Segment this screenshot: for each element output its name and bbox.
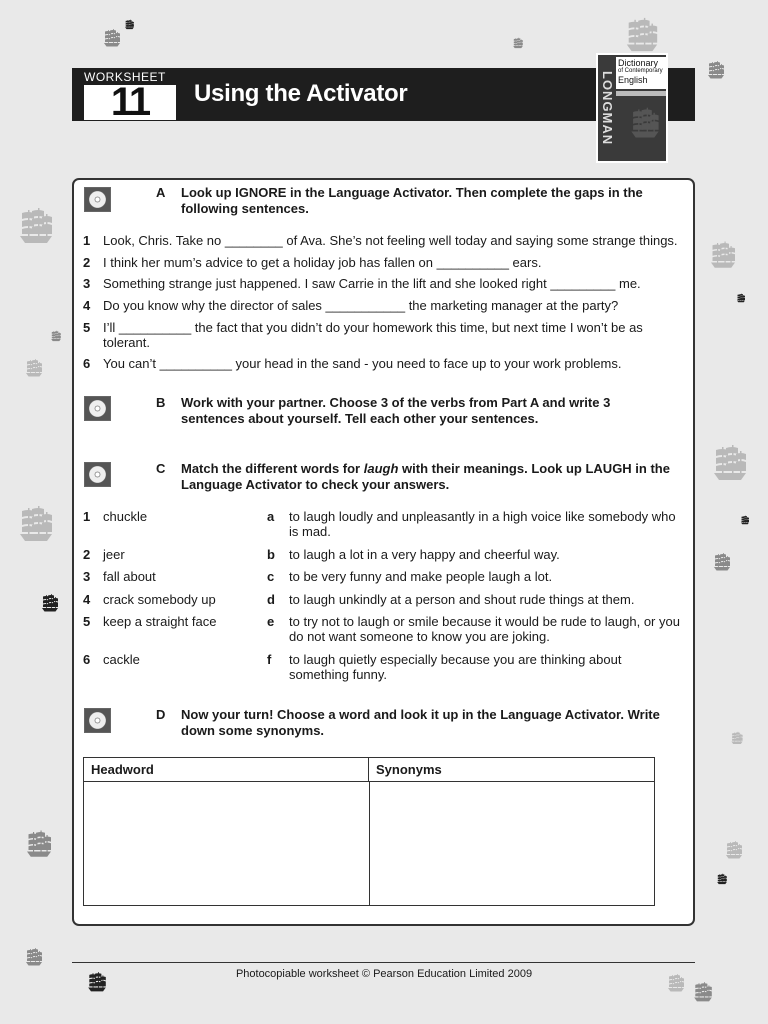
ship-icon — [730, 730, 744, 746]
synonyms-header: Synonyms — [369, 758, 654, 782]
word-number: 6 — [83, 652, 91, 667]
meaning-item: to laugh unkindly at a person and shout rude things at them. — [289, 592, 635, 607]
ship-icon — [50, 328, 62, 344]
dictionary-cover-image — [596, 53, 668, 163]
ship-icon — [512, 35, 524, 51]
ship-icon — [24, 944, 44, 970]
ship-icon — [628, 103, 662, 148]
meaning-letter: a — [267, 509, 275, 524]
footer-copyright: Photocopiable worksheet © Pearson Education Limited 2009 — [235, 968, 533, 980]
section-b-instruction: Work with your partner. Choose 3 of the verbs from Part A and write 3 sentences about yourself. Tell each other your sentences. — [181, 395, 611, 426]
meaning-item: to laugh loudly and unpleasantly in a high voice like somebody who is mad. — [289, 509, 676, 539]
item-number: 6 — [83, 356, 91, 371]
book-spine: LONGMAN — [600, 70, 615, 146]
cd-icon — [84, 187, 111, 212]
ship-icon — [710, 435, 750, 491]
word-number: 1 — [83, 509, 91, 524]
worksheet-number: 11 — [84, 85, 176, 120]
meaning-letter: d — [267, 592, 275, 607]
sentence-1: Look, Chris. Take no ________ of Ava. She’s not feeling well today and saying some strange things. — [103, 233, 678, 248]
ship-icon — [622, 16, 662, 54]
ship-icon — [706, 58, 726, 82]
ship-icon — [708, 235, 738, 275]
item-number: 2 — [83, 255, 91, 270]
word-number: 2 — [83, 547, 91, 562]
synonym-table — [83, 757, 655, 906]
table-divider — [369, 782, 370, 905]
ship-icon — [102, 24, 122, 52]
section-a-letter: A — [156, 185, 166, 200]
word-item: fall about — [103, 569, 156, 584]
book-strip — [616, 91, 666, 96]
word-item: keep a straight face — [103, 614, 217, 629]
section-a-instruction: Look up IGNORE in the Language Activator. Then complete the gaps in the following sentences. — [181, 185, 643, 216]
ship-icon — [712, 548, 732, 576]
word-item: crack somebody up — [103, 592, 216, 607]
meaning-item: to be very funny and make people laugh a lot. — [289, 569, 553, 584]
meaning-letter: f — [267, 652, 272, 667]
ship-icon — [16, 498, 56, 550]
ship-icon — [716, 872, 728, 886]
word-number: 4 — [83, 592, 91, 607]
headword-header: Headword — [84, 758, 369, 782]
cd-icon — [84, 708, 111, 733]
cd-icon — [84, 462, 111, 487]
section-d-letter: D — [156, 707, 166, 722]
meaning-item: to try not to laugh or smile because it would be rude to laugh, or you do not want someone to know you are joking. — [289, 614, 680, 644]
section-c-instruction: Match the different words for laugh with their meanings. Look up LAUGH in the Language Activator to check your answers. — [181, 461, 670, 492]
word-item: cackle — [103, 652, 140, 667]
item-number: 5 — [83, 320, 91, 335]
ship-icon — [736, 292, 746, 304]
ship-icon — [724, 836, 744, 864]
ship-icon — [16, 200, 56, 252]
book-title: Dictionary of Contemporary English — [616, 57, 666, 89]
sentence-5: I’ll __________ the fact that you didn’t do your homework this time, but next time I won’t be as tolerant. — [103, 320, 643, 350]
ship-icon — [24, 355, 44, 381]
sentence-4: Do you know why the director of sales ___________ the marketing manager at the party? — [103, 298, 619, 313]
word-number: 5 — [83, 614, 91, 629]
section-b-letter: B — [156, 395, 166, 410]
ship-icon — [24, 824, 54, 864]
section-d-instruction: Now your turn! Choose a word and look it up in the Language Activator. Write down some synonyms. — [181, 707, 660, 738]
sentence-6: You can’t __________ your head in the sand - you need to face up to your work problems. — [103, 356, 622, 371]
meaning-letter: c — [267, 569, 275, 584]
item-number: 3 — [83, 276, 91, 291]
meaning-letter: e — [267, 614, 275, 629]
sentence-2: I think her mum’s advice to get a holiday job has fallen on __________ ears. — [103, 255, 542, 270]
section-c-letter: C — [156, 461, 166, 476]
sentence-3: Something strange just happened. I saw Carrie in the lift and she looked right _________ me. — [103, 276, 641, 291]
cd-icon — [84, 396, 111, 421]
ship-icon — [692, 978, 714, 1006]
page-title: Using the Activator — [194, 80, 408, 107]
meaning-item: to laugh a lot in a very happy and cheerful way. — [289, 547, 560, 562]
ship-icon — [124, 18, 135, 31]
worksheet-label: WORKSHEET — [84, 70, 166, 84]
meaning-letter: b — [267, 547, 275, 562]
word-item: jeer — [103, 547, 125, 562]
ship-icon — [40, 590, 60, 616]
word-item: chuckle — [103, 509, 148, 524]
word-number: 3 — [83, 569, 91, 584]
meaning-item: to laugh quietly especially because you are thinking about something funny. — [289, 652, 622, 682]
footer-divider — [72, 962, 695, 963]
item-number: 4 — [83, 298, 91, 313]
item-number: 1 — [83, 233, 91, 248]
ship-icon — [740, 514, 750, 526]
